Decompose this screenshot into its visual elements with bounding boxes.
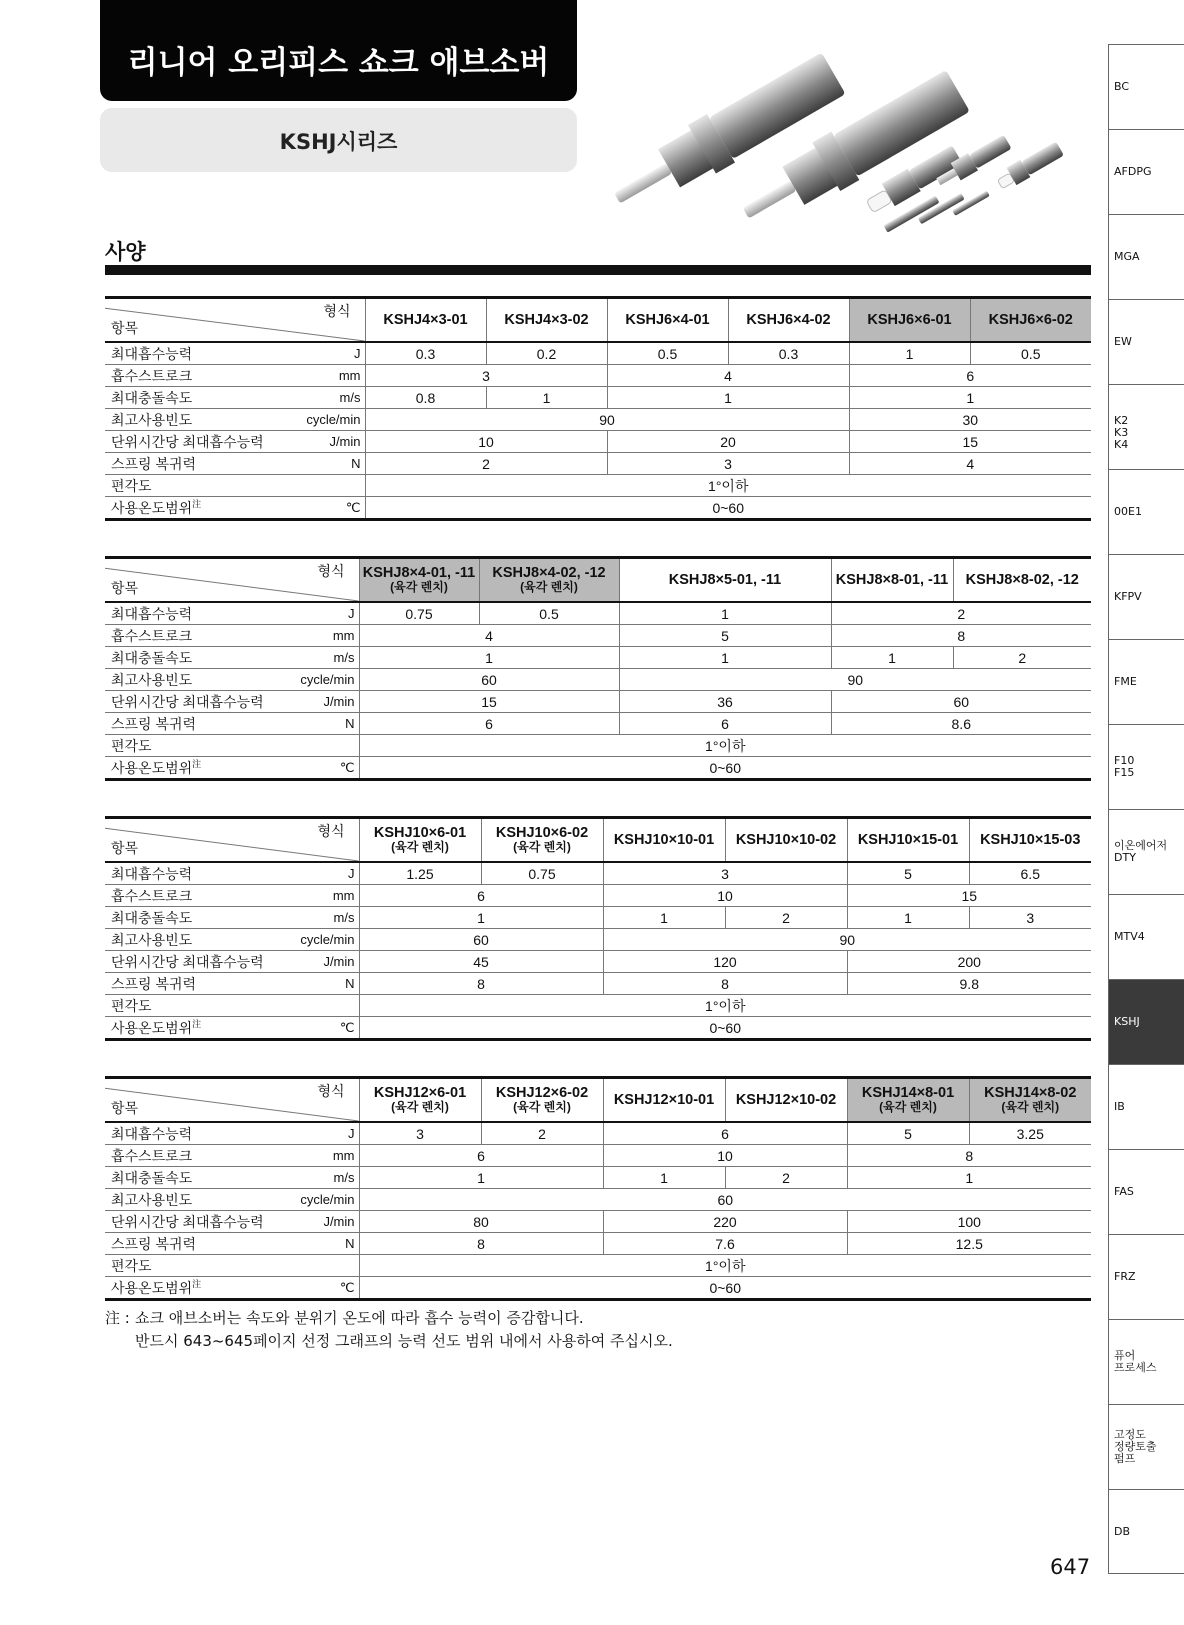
- model-header: KSHJ14×8-01 (육각 렌치): [847, 1078, 969, 1123]
- table-cell: 9.8: [847, 973, 1091, 995]
- row-unit: N: [305, 453, 365, 475]
- row-label: 편각도: [105, 1255, 295, 1277]
- row-label: 단위시간당 최대흡수능력: [105, 951, 295, 973]
- table-cell: 8: [831, 625, 1091, 647]
- row-unit: mm: [295, 1145, 359, 1167]
- model-header: KSHJ8×4-01, -11 (육각 렌치): [359, 558, 479, 603]
- table-cell: 10: [365, 431, 607, 453]
- footnote-line: 반드시 643~645페이지 선정 그래프의 능력 선도 범위 내에서 사용하여 주십시오.: [135, 1332, 673, 1350]
- table-cell: 0.5: [970, 342, 1091, 365]
- row-unit: ℃: [295, 1017, 359, 1040]
- table-cell: 60: [831, 691, 1091, 713]
- row-label: 사용온도범위$^注$: [105, 497, 305, 520]
- table-cell: 8.6: [831, 713, 1091, 735]
- tab-fme[interactable]: FME: [1108, 639, 1184, 724]
- row-unit: m/s: [295, 1167, 359, 1189]
- table-cell: 6: [849, 365, 1091, 387]
- model-header: KSHJ4×3-01: [365, 298, 486, 343]
- header-item-label: 항목: [111, 839, 139, 856]
- spec-table-kshj10: [105, 816, 1091, 1041]
- model-header: KSHJ10×10-01: [603, 818, 725, 863]
- spec-table-kshj12-14: [105, 1076, 1091, 1301]
- table-cell: 1°이하: [365, 475, 1091, 497]
- table-cell: 3: [359, 1122, 481, 1145]
- row-unit: J/min: [305, 431, 365, 453]
- row-label: 최고사용빈도: [105, 409, 305, 431]
- model-header: KSHJ6×4-02: [728, 298, 849, 343]
- row-unit: [295, 995, 359, 1017]
- tab-fas[interactable]: FAS: [1108, 1149, 1184, 1234]
- row-label: 단위시간당 최대흡수능력: [105, 691, 295, 713]
- footnote-mark: 注 :: [105, 1309, 130, 1327]
- table-cell: 2: [725, 1167, 847, 1189]
- table-cell: 0.75: [359, 602, 479, 625]
- table-cell: 1: [486, 387, 607, 409]
- table-cell: 1: [603, 1167, 725, 1189]
- row-unit: J/min: [295, 691, 359, 713]
- table-cell: 60: [359, 929, 603, 951]
- model-header: KSHJ14×8-02 (육각 렌치): [969, 1078, 1091, 1123]
- model-header: KSHJ10×6-01 (육각 렌치): [359, 818, 481, 863]
- row-label: 스프링 복귀력: [105, 973, 295, 995]
- model-header: KSHJ8×8-02, -12: [953, 558, 1091, 603]
- table-cell: 5: [619, 625, 831, 647]
- table-cell: 1: [619, 602, 831, 625]
- row-label: 편각도: [105, 475, 305, 497]
- table-cell: 10: [603, 885, 847, 907]
- table-cell: 0.3: [728, 342, 849, 365]
- row-unit: [295, 735, 359, 757]
- row-unit: cycle/min: [295, 669, 359, 691]
- section-title: 사양: [105, 240, 146, 264]
- table-cell: 4: [849, 453, 1091, 475]
- row-label: 최대흡수능력: [105, 602, 295, 625]
- row-label: 흡수스트로크: [105, 1145, 295, 1167]
- table-cell: 6: [603, 1122, 847, 1145]
- tab-f10-f15[interactable]: F10 F15: [1108, 724, 1184, 809]
- table-cell: 1: [849, 342, 970, 365]
- model-header: KSHJ4×3-02: [486, 298, 607, 343]
- table-cell: 1°이하: [359, 995, 1091, 1017]
- row-label: 흡수스트로크: [105, 625, 295, 647]
- row-label: 사용온도범위$^注$: [105, 1017, 295, 1040]
- table-cell: 60: [359, 1189, 1091, 1211]
- table-cell: 220: [603, 1211, 847, 1233]
- tab-ib[interactable]: IB: [1108, 1064, 1184, 1149]
- tab-precision-pump[interactable]: 고정도 정량토출 펌프: [1108, 1404, 1184, 1489]
- table-cell: 1: [603, 907, 725, 929]
- table-cell: 0~60: [359, 1017, 1091, 1040]
- row-label: 최대흡수능력: [105, 1122, 295, 1145]
- table-cell: 2: [725, 907, 847, 929]
- table-cell: 12.5: [847, 1233, 1091, 1255]
- table-cell: 4: [607, 365, 849, 387]
- table-cell: 1: [849, 387, 1091, 409]
- table-cell: 0.5: [607, 342, 728, 365]
- header-type-label: 형식: [317, 563, 345, 579]
- header-corner: [105, 1078, 359, 1123]
- table-cell: 6: [359, 713, 619, 735]
- footnote-line: 쇼크 애브소버는 속도와 분위기 온도에 따라 흡수 능력이 증감합니다.: [135, 1309, 584, 1327]
- row-label: 단위시간당 최대흡수능력: [105, 1211, 295, 1233]
- table-cell: 1°이하: [359, 735, 1091, 757]
- table-cell: 0~60: [365, 497, 1091, 520]
- row-unit: cycle/min: [305, 409, 365, 431]
- row-unit: [305, 475, 365, 497]
- table-cell: 2: [953, 647, 1091, 669]
- header-type-label: 형식: [317, 1083, 345, 1099]
- row-unit: ℃: [295, 1277, 359, 1300]
- header-corner: [105, 818, 359, 863]
- table-cell: 15: [847, 885, 1091, 907]
- table-cell: 1: [607, 387, 849, 409]
- spec-table-kshj8: [105, 556, 1091, 781]
- table-cell: 90: [603, 929, 1091, 951]
- tab-afdpg[interactable]: AFDPG: [1108, 129, 1184, 214]
- header-corner: [105, 558, 359, 603]
- header-type-label: 형식: [323, 303, 351, 319]
- row-label: 흡수스트로크: [105, 365, 305, 387]
- tab-bc[interactable]: BC: [1108, 44, 1184, 129]
- table-cell: 7.6: [603, 1233, 847, 1255]
- tab-kshj[interactable]: KSHJ: [1108, 979, 1184, 1064]
- table-cell: 1: [359, 647, 619, 669]
- model-header: KSHJ8×4-02, -12 (육각 렌치): [479, 558, 619, 603]
- table-cell: 5: [847, 862, 969, 885]
- tab-pure-process[interactable]: 퓨어 프로세스: [1108, 1319, 1184, 1404]
- row-unit: J: [295, 602, 359, 625]
- section-divider: [105, 265, 1091, 275]
- tab-frz[interactable]: FRZ: [1108, 1234, 1184, 1319]
- table-cell: 80: [359, 1211, 603, 1233]
- header-item-label: 항목: [111, 579, 139, 596]
- table-cell: 3: [603, 862, 847, 885]
- row-unit: N: [295, 713, 359, 735]
- table-cell: 8: [359, 973, 603, 995]
- row-label: 최대흡수능력: [105, 862, 295, 885]
- tab-mtv4[interactable]: MTV4: [1108, 894, 1184, 979]
- row-label: 최대충돌속도: [105, 387, 305, 409]
- table-cell: 1: [847, 1167, 1091, 1189]
- row-unit: J: [295, 862, 359, 885]
- row-unit: cycle/min: [295, 1189, 359, 1211]
- model-header: KSHJ6×6-01: [849, 298, 970, 343]
- table-cell: 90: [365, 409, 849, 431]
- table-cell: 15: [849, 431, 1091, 453]
- model-header: KSHJ10×10-02: [725, 818, 847, 863]
- category-tabs: [1108, 44, 1184, 1574]
- table-cell: 4: [359, 625, 619, 647]
- footnote: [105, 1307, 673, 1353]
- table-cell: 30: [849, 409, 1091, 431]
- row-label: 최대흡수능력: [105, 342, 305, 365]
- table-cell: 3.25: [969, 1122, 1091, 1145]
- table-cell: 6: [619, 713, 831, 735]
- tab-kfpv[interactable]: KFPV: [1108, 554, 1184, 639]
- row-label: 최고사용빈도: [105, 929, 295, 951]
- table-cell: 1: [831, 647, 953, 669]
- row-label: 사용온도범위$^注$: [105, 1277, 295, 1300]
- spec-table-kshj4-6: [105, 296, 1091, 521]
- series-title: KSHJ시리즈: [279, 130, 398, 154]
- table-cell: 10: [603, 1145, 847, 1167]
- row-unit: [295, 1255, 359, 1277]
- row-label: 스프링 복귀력: [105, 453, 305, 475]
- table-cell: 60: [359, 669, 619, 691]
- header-type-label: 형식: [317, 823, 345, 839]
- tab-ew[interactable]: EW: [1108, 299, 1184, 384]
- table-cell: 45: [359, 951, 603, 973]
- row-unit: cycle/min: [295, 929, 359, 951]
- row-unit: J/min: [295, 1211, 359, 1233]
- tab-db[interactable]: DB: [1108, 1489, 1184, 1574]
- row-label: 편각도: [105, 995, 295, 1017]
- table-cell: 0.2: [486, 342, 607, 365]
- table-cell: 0.8: [365, 387, 486, 409]
- table-cell: 1: [359, 1167, 603, 1189]
- row-unit: m/s: [295, 907, 359, 929]
- table-cell: 1.25: [359, 862, 481, 885]
- table-cell: 1°이하: [359, 1255, 1091, 1277]
- tab-mga[interactable]: MGA: [1108, 214, 1184, 299]
- row-unit: mm: [295, 625, 359, 647]
- row-label: 최대충돌속도: [105, 907, 295, 929]
- header-item-label: 항목: [111, 319, 139, 336]
- table-cell: 0.3: [365, 342, 486, 365]
- row-unit: N: [295, 973, 359, 995]
- row-unit: J: [305, 342, 365, 365]
- row-label: 최고사용빈도: [105, 1189, 295, 1211]
- row-label: 흡수스트로크: [105, 885, 295, 907]
- table-cell: 1: [359, 907, 603, 929]
- row-unit: m/s: [295, 647, 359, 669]
- row-label: 최대충돌속도: [105, 1167, 295, 1189]
- model-header: KSHJ12×10-01: [603, 1078, 725, 1123]
- table-cell: 6: [359, 1145, 603, 1167]
- product-photo: [612, 50, 1092, 235]
- table-cell: 6: [359, 885, 603, 907]
- table-cell: 0~60: [359, 1277, 1091, 1300]
- table-cell: 2: [481, 1122, 603, 1145]
- model-header: KSHJ10×15-01: [847, 818, 969, 863]
- model-header: KSHJ12×10-02: [725, 1078, 847, 1123]
- title-banner: [100, 0, 577, 101]
- table-cell: 15: [359, 691, 619, 713]
- row-unit: mm: [295, 885, 359, 907]
- row-unit: ℃: [305, 497, 365, 520]
- table-cell: 1: [847, 907, 969, 929]
- tab-00e1[interactable]: 00E1: [1108, 469, 1184, 554]
- model-header: KSHJ6×4-01: [607, 298, 728, 343]
- table-cell: 0~60: [359, 757, 1091, 780]
- row-unit: m/s: [305, 387, 365, 409]
- table-cell: 36: [619, 691, 831, 713]
- row-unit: J/min: [295, 951, 359, 973]
- model-header: KSHJ10×15-03: [969, 818, 1091, 863]
- tab-k2-k3-k4[interactable]: K2 K3 K4: [1108, 384, 1184, 469]
- row-label: 스프링 복귀력: [105, 1233, 295, 1255]
- table-cell: 8: [359, 1233, 603, 1255]
- row-label: 사용온도범위$^注$: [105, 757, 295, 780]
- table-cell: 6.5: [969, 862, 1091, 885]
- row-unit: ℃: [295, 757, 359, 780]
- table-cell: 3: [365, 365, 607, 387]
- model-header: KSHJ8×8-01, -11: [831, 558, 953, 603]
- row-label: 단위시간당 최대흡수능력: [105, 431, 305, 453]
- table-cell: 8: [847, 1145, 1091, 1167]
- model-header: KSHJ6×6-02: [970, 298, 1091, 343]
- model-header: KSHJ10×6-02 (육각 렌치): [481, 818, 603, 863]
- model-header: KSHJ12×6-02 (육각 렌치): [481, 1078, 603, 1123]
- table-cell: 90: [619, 669, 1091, 691]
- table-cell: 3: [969, 907, 1091, 929]
- page-number: 647: [1050, 1555, 1091, 1579]
- table-cell: 2: [831, 602, 1091, 625]
- model-header: KSHJ8×5-01, -11: [619, 558, 831, 603]
- series-banner: [100, 108, 577, 172]
- row-unit: J: [295, 1122, 359, 1145]
- table-cell: 0.75: [481, 862, 603, 885]
- row-label: 스프링 복귀력: [105, 713, 295, 735]
- table-cell: 200: [847, 951, 1091, 973]
- table-cell: 2: [365, 453, 607, 475]
- row-label: 편각도: [105, 735, 295, 757]
- table-cell: 120: [603, 951, 847, 973]
- table-cell: 100: [847, 1211, 1091, 1233]
- header-item-label: 항목: [111, 1099, 139, 1116]
- table-cell: 8: [603, 973, 847, 995]
- tab-ionizer-dty[interactable]: 이온에어저 DTY: [1108, 809, 1184, 894]
- row-unit: N: [295, 1233, 359, 1255]
- table-cell: 0.5: [479, 602, 619, 625]
- header-corner: [105, 298, 365, 343]
- table-cell: 5: [847, 1122, 969, 1145]
- row-unit: mm: [305, 365, 365, 387]
- page-title: 리니어 오리피스 쇼크 애브소버: [127, 45, 550, 81]
- table-cell: 20: [607, 431, 849, 453]
- table-cell: 3: [607, 453, 849, 475]
- row-label: 최대충돌속도: [105, 647, 295, 669]
- table-cell: 1: [619, 647, 831, 669]
- row-label: 최고사용빈도: [105, 669, 295, 691]
- model-header: KSHJ12×6-01 (육각 렌치): [359, 1078, 481, 1123]
